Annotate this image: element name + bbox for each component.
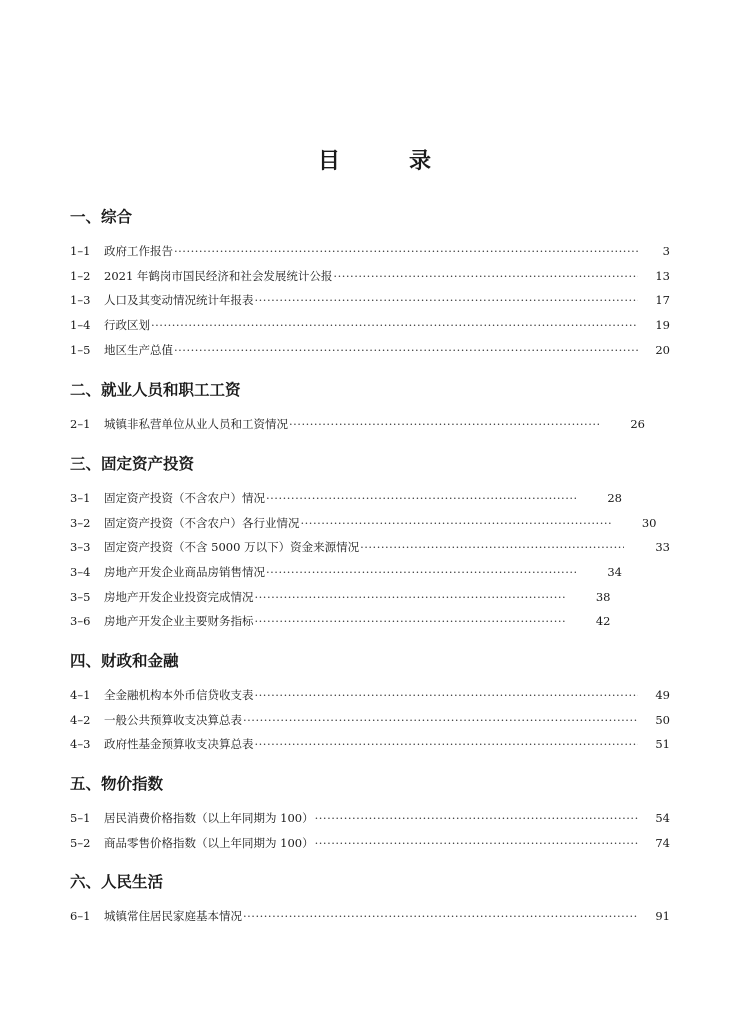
toc-section-investment	[70, 452, 670, 634]
toc-entry[interactable]	[70, 535, 670, 560]
toc-section-finance	[70, 649, 670, 757]
page-title	[0, 144, 750, 175]
entry-page-number: 51	[655, 737, 670, 752]
toc-section-living	[70, 870, 670, 929]
entry-page-number: 19	[655, 318, 670, 333]
toc-entry[interactable]	[70, 264, 670, 289]
dot-leader	[255, 732, 639, 757]
entry-page-number: 33	[655, 540, 670, 555]
entry-title: 居民消费价格指数（以上年同期为 100）	[104, 811, 314, 825]
dot-leader	[301, 511, 611, 536]
toc-entry[interactable]	[70, 511, 670, 536]
entry-page-number: 91	[655, 909, 670, 923]
dot-leader	[243, 708, 638, 733]
toc-section-general	[70, 205, 670, 362]
toc-entry[interactable]	[70, 585, 670, 610]
section-heading: 五、物价指数	[70, 775, 164, 793]
toc-entry[interactable]	[70, 831, 670, 856]
entry-number: 3–6	[70, 614, 91, 629]
dot-leader	[289, 412, 599, 437]
entry-title: 房地产开发企业商品房销售情况	[104, 565, 265, 580]
toc-entry[interactable]	[70, 609, 670, 634]
toc-entry[interactable]	[70, 412, 670, 437]
entry-number: 3–1	[70, 491, 91, 505]
dot-leader	[315, 806, 638, 831]
section-heading: 二、就业人员和职工工资	[70, 381, 241, 399]
entry-title: 地区生产总值	[104, 342, 173, 357]
entry-number: 1–2	[70, 268, 91, 283]
entry-page-number: 28	[607, 491, 622, 505]
entry-number: 5–2	[70, 835, 91, 850]
entry-title: 固定资产投资（不含农户）各行业情况	[104, 515, 300, 530]
entry-page-number: 34	[607, 565, 622, 580]
toc-entry[interactable]	[70, 288, 670, 313]
entry-title: 城镇非私营单位从业人员和工资情况	[104, 417, 288, 431]
entry-number: 3–2	[70, 515, 91, 530]
entry-title: 行政区划	[104, 318, 150, 333]
entry-number: 1–1	[70, 244, 91, 258]
entry-page-number: 50	[655, 712, 670, 727]
entry-title: 政府工作报告	[104, 244, 173, 258]
entry-number: 4–2	[70, 712, 91, 727]
entry-number: 1–3	[70, 293, 91, 308]
toc-entry[interactable]	[70, 708, 670, 733]
dot-leader	[315, 831, 638, 856]
entry-number: 1–5	[70, 342, 91, 357]
dot-leader	[333, 264, 638, 289]
entry-title: 商品零售价格指数（以上年同期为 100）	[104, 835, 314, 850]
dot-leader	[151, 313, 638, 338]
title-char-left: 目	[317, 149, 341, 174]
toc-entry[interactable]	[70, 313, 670, 338]
entry-page-number: 30	[641, 515, 657, 530]
entry-page-number: 17	[655, 293, 670, 308]
toc-entry[interactable]	[70, 904, 670, 929]
entry-title: 一般公共预算收支决算总表	[104, 712, 242, 727]
section-heading: 一、综合	[70, 208, 133, 226]
dot-leader	[255, 585, 565, 610]
entry-number: 4–3	[70, 737, 91, 752]
entry-page-number: 74	[655, 835, 670, 850]
toc-entry[interactable]	[70, 560, 670, 585]
entry-title: 固定资产投资（不含农户）情况	[104, 491, 265, 505]
section-heading: 四、财政和金融	[70, 652, 179, 670]
entry-title: 全金融机构本外币信贷收支表	[104, 688, 254, 702]
entry-number: 3–4	[70, 565, 91, 580]
entry-title: 房地产开发企业投资完成情况	[104, 589, 254, 604]
dot-leader	[174, 239, 638, 264]
dot-leader	[255, 288, 639, 313]
toc-entry[interactable]	[70, 239, 670, 264]
title-char-right: 录	[409, 149, 433, 174]
entry-number: 3–3	[70, 540, 91, 555]
entry-title: 固定资产投资（不含 5000 万以下）资金来源情况	[104, 540, 360, 555]
entry-page-number: 49	[655, 688, 670, 702]
entry-page-number: 26	[630, 417, 645, 431]
entry-number: 1–4	[70, 318, 91, 333]
entry-number: 5–1	[70, 811, 91, 825]
entry-title: 2021 年鹤岗市国民经济和社会发展统计公报	[104, 268, 333, 283]
dot-leader	[255, 609, 565, 634]
entry-title: 城镇常住居民家庭基本情况	[104, 909, 242, 923]
entry-page-number: 20	[655, 342, 670, 357]
toc-entry[interactable]	[70, 806, 670, 831]
dot-leader	[255, 683, 639, 708]
toc-section-price-index	[70, 772, 670, 855]
entry-page-number: 38	[595, 589, 611, 604]
toc-entry[interactable]	[70, 683, 670, 708]
dot-leader	[266, 486, 576, 511]
toc-entry[interactable]	[70, 486, 670, 511]
toc-section-employment	[70, 378, 670, 437]
entry-page-number: 42	[595, 614, 611, 629]
entry-page-number: 3	[662, 244, 670, 258]
entry-number: 2–1	[70, 417, 91, 431]
dot-leader	[360, 535, 624, 560]
dot-leader	[174, 338, 638, 363]
section-heading: 六、人民生活	[70, 873, 164, 891]
entry-number: 4–1	[70, 688, 91, 702]
toc-entry[interactable]	[70, 338, 670, 363]
entry-title: 政府性基金预算收支决算总表	[104, 737, 254, 752]
entry-title: 房地产开发企业主要财务指标	[104, 614, 254, 629]
dot-leader	[243, 904, 638, 929]
entry-page-number: 54	[655, 811, 670, 825]
section-heading: 三、固定资产投资	[70, 455, 195, 473]
entry-title: 人口及其变动情况统计年报表	[104, 293, 254, 308]
dot-leader	[266, 560, 576, 585]
entry-number: 3–5	[70, 589, 91, 604]
toc-entry[interactable]	[70, 732, 670, 757]
entry-number: 6–1	[70, 909, 91, 923]
entry-page-number: 13	[655, 268, 670, 283]
